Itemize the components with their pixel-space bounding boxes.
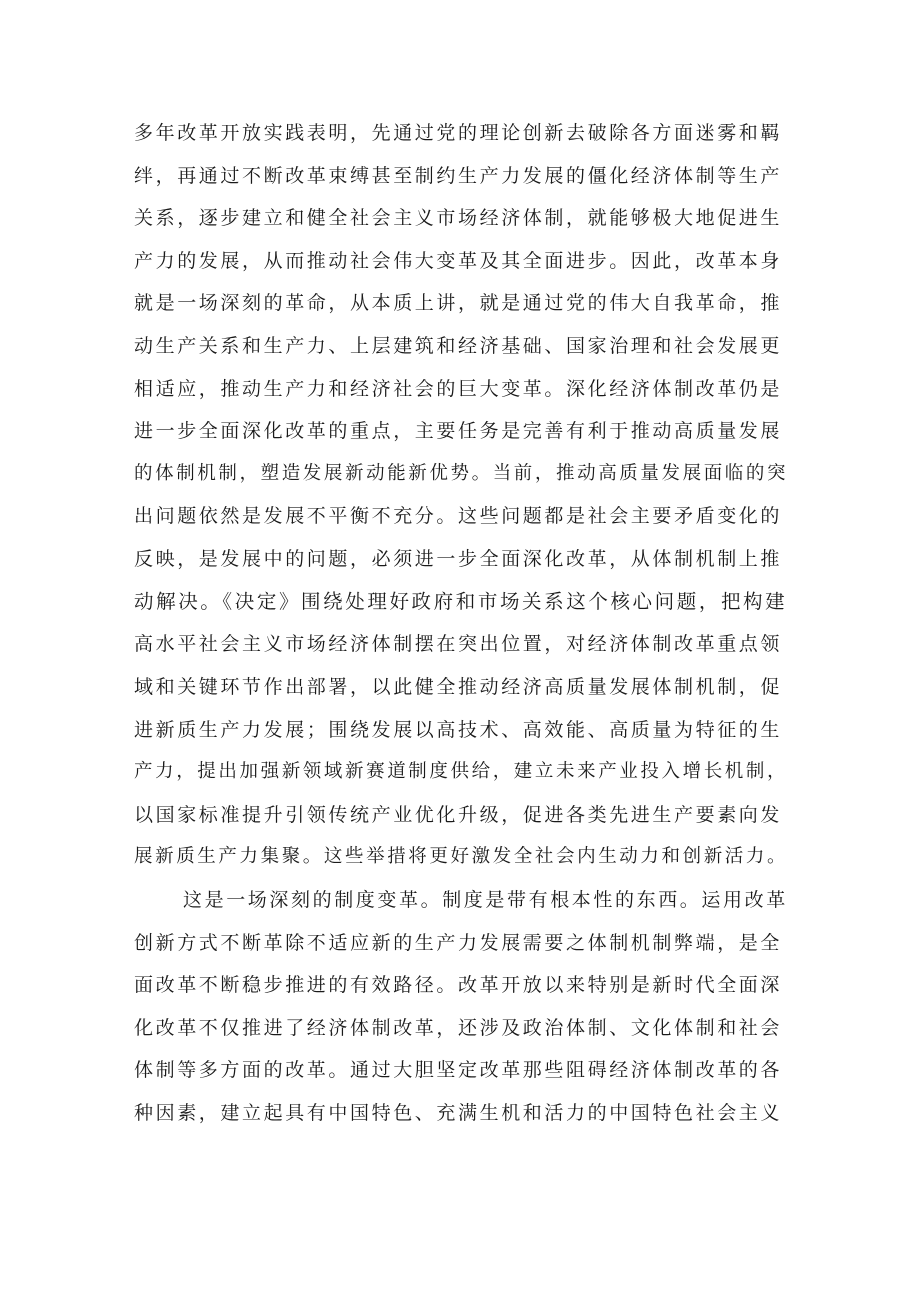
text-line: 进新质生产力发展；围绕发展以高技术、高效能、高质量为特征的生 — [134, 719, 783, 741]
text-line: 高水平社会主义市场经济体制摆在突出位置，对经济体制改革重点领 — [134, 633, 783, 655]
text-line: 创新方式不断革除不适应新的生产力发展需要之体制机制弊端，是全 — [134, 932, 783, 954]
text-line: 以国家标准提升引领传统产业优化升级，促进各类先进生产要素向发 — [134, 804, 783, 826]
text-line: 这是一场深刻的制度变革。制度是带有根本性的东西。运用改革 — [183, 889, 788, 911]
text-line: 种因素，建立起具有中国特色、充满生机和活力的中国特色社会主义 — [134, 1102, 783, 1124]
text-line: 多年改革开放实践表明，先通过党的理论创新去破除各方面迷雾和羁 — [134, 122, 783, 144]
text-line: 的体制机制，塑造发展新动能新优势。当前，推动高质量发展面临的突 — [134, 463, 789, 484]
text-line: 就是一场深刻的革命，从本质上讲，就是通过党的伟大自我革命，推 — [134, 292, 783, 314]
text-line: 体制等多方面的改革。通过大胆坚定改革那些阻碍经济体制改革的各 — [134, 1059, 783, 1081]
text-line: 动解决。《决定》围绕处理好政府和市场关系这个核心问题，把构建 — [134, 590, 788, 613]
text-line: 产力，提出加强新领域新赛道制度供给，建立未来产业投入增长机制， — [134, 761, 789, 782]
text-line: 进一步全面深化改革的重点，主要任务是完善有利于推动高质量发展 — [134, 420, 783, 442]
text-line: 出问题依然是发展不平衡不充分。这些问题都是社会主要矛盾变化的 — [134, 505, 783, 527]
text-line: 动生产关系和生产力、上层建筑和经济基础、国家治理和社会发展更 — [134, 335, 783, 357]
text-line: 产力的发展，从而推动社会伟大变革及其全面进步。因此，改革本身 — [134, 250, 783, 272]
text-line: 展新质生产力集聚。这些举措将更好激发全社会内生动力和创新活力。 — [134, 846, 789, 867]
text-line: 面改革不断稳步推进的有效路径。改革开放以来特别是新时代全面深 — [134, 974, 783, 996]
text-line: 域和关键环节作出部署，以此健全推动经济高质量发展体制机制，促 — [134, 676, 783, 698]
text-line: 反映，是发展中的问题，必须进一步全面深化改革，从体制机制上推 — [134, 548, 783, 570]
text-line: 化改革不仅推进了经济体制改革，还涉及政治体制、文化体制和社会 — [134, 1017, 783, 1039]
text-line: 关系，逐步建立和健全社会主义市场经济体制，就能够极大地促进生 — [134, 207, 783, 229]
text-line: 相适应，推动生产力和经济社会的巨大变革。深化经济体制改革仍是 — [134, 378, 783, 400]
text-line: 绊，再通过不断改革束缚甚至制约生产力发展的僵化经济体制等生产 — [134, 165, 783, 187]
